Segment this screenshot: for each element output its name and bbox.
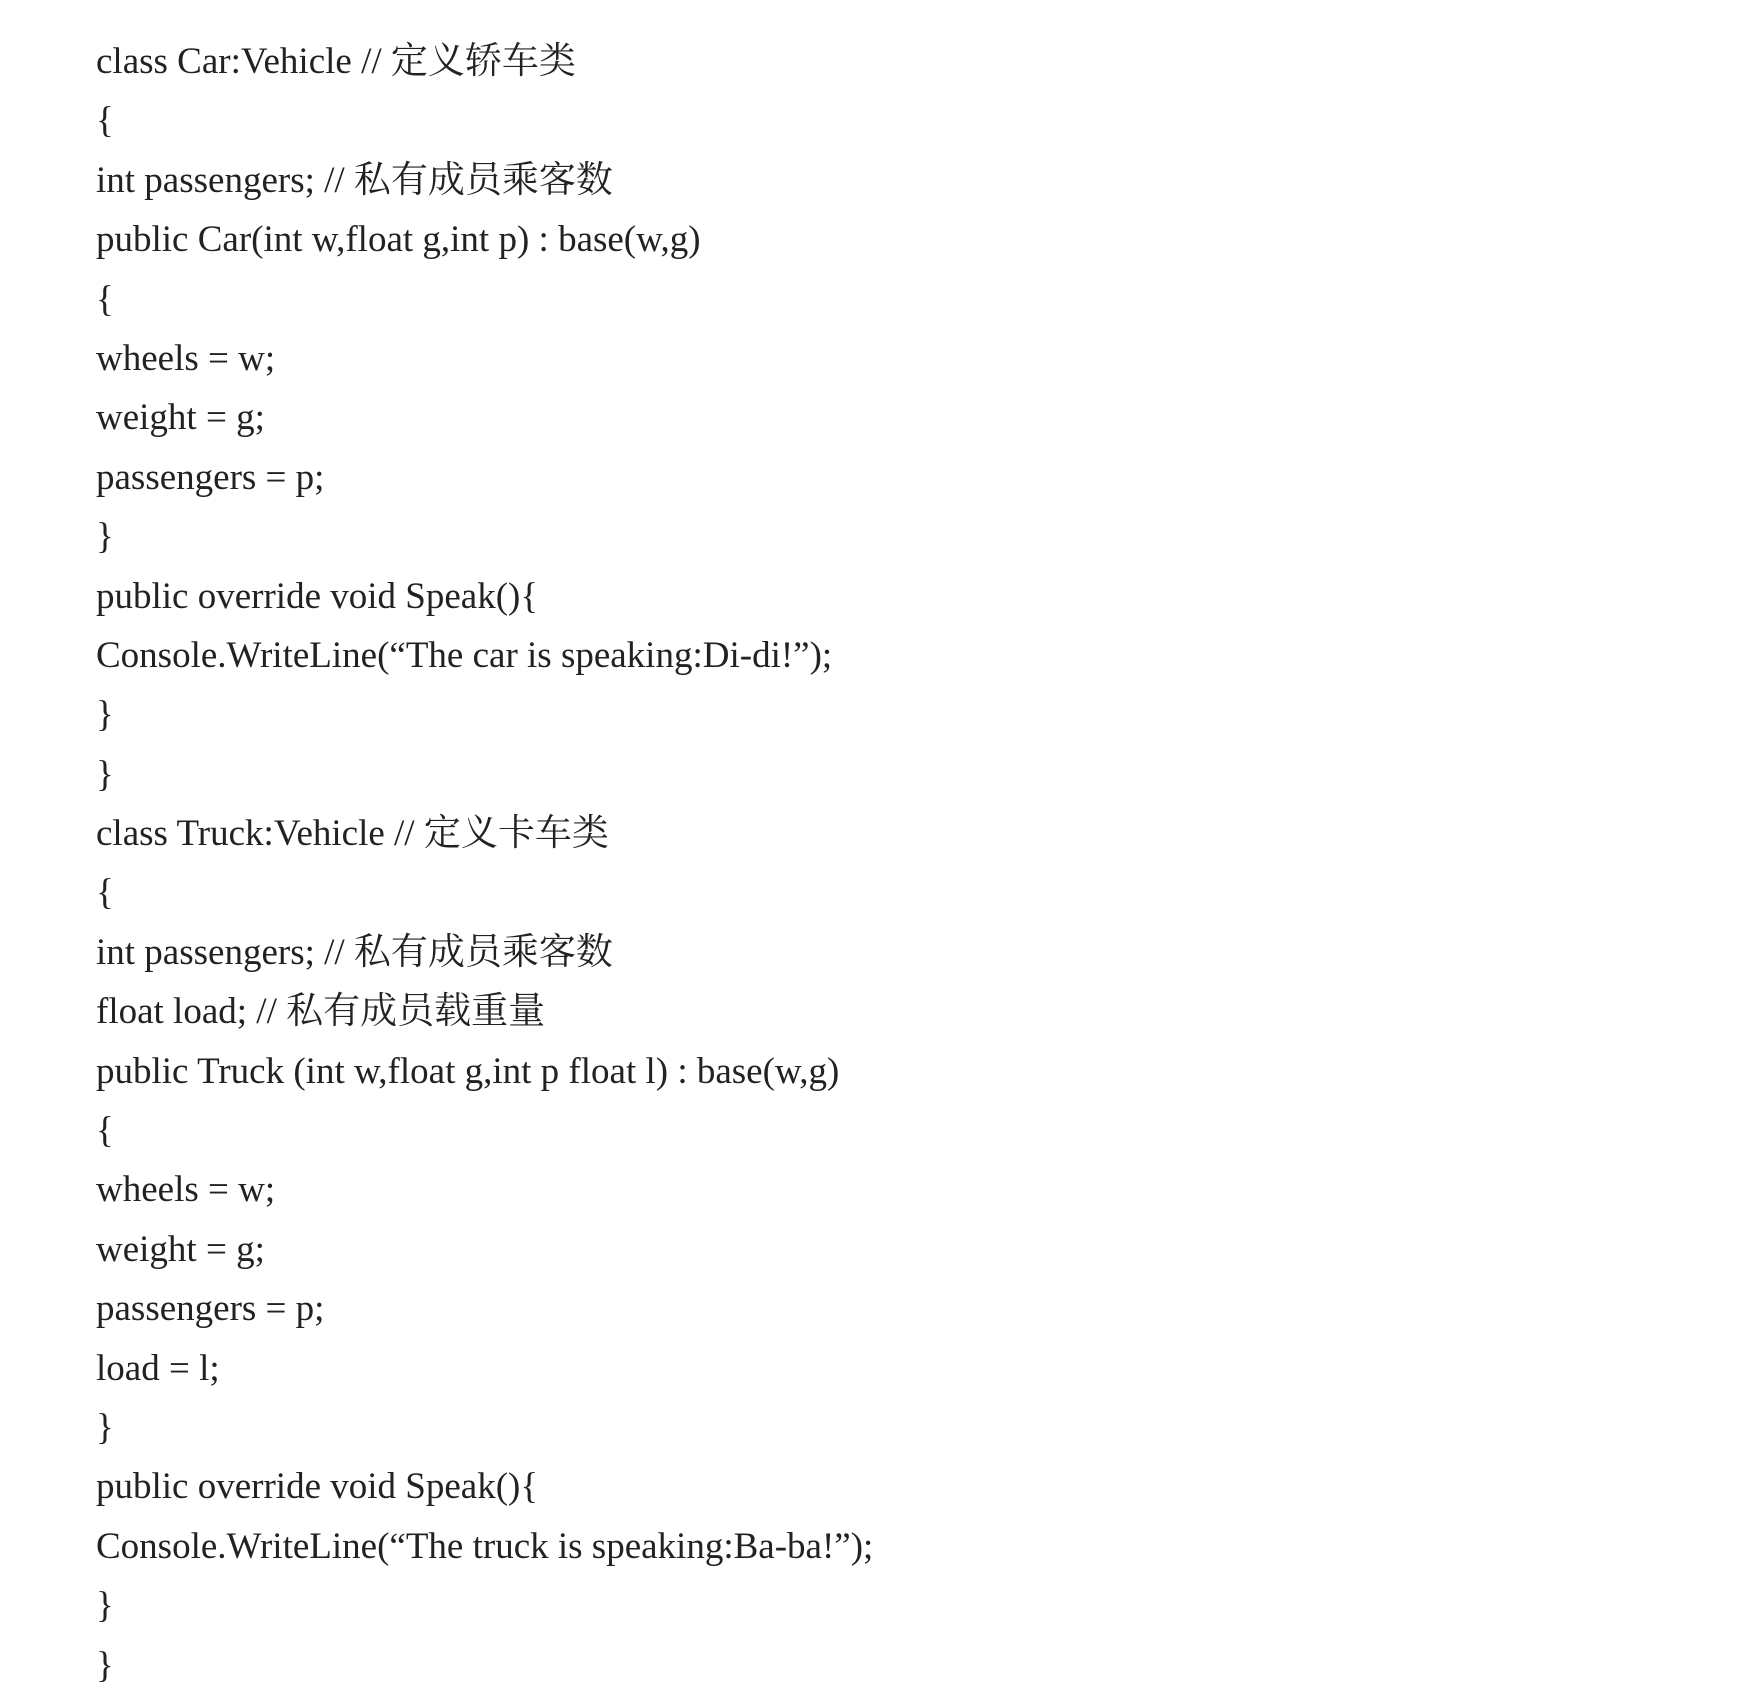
code-line: int passengers; // 私有成员乘客数 xyxy=(96,931,613,973)
code-line: passengers = p; xyxy=(96,456,325,498)
code-line: } xyxy=(96,1585,114,1627)
code-line: } xyxy=(96,516,114,558)
code-line: { xyxy=(96,1110,114,1152)
code-line: wheels = w; xyxy=(96,1169,276,1211)
code-line: Console.WriteLine(“The car is speaking:Di-di!”); xyxy=(96,634,833,676)
code-line: public override void Speak(){ xyxy=(96,575,539,617)
code-line: } xyxy=(96,1644,114,1686)
code-line: { xyxy=(96,872,114,914)
code-line: passengers = p; xyxy=(96,1288,325,1330)
code-line: load = l; xyxy=(96,1347,220,1389)
code-line: } xyxy=(96,694,114,736)
code-line: { xyxy=(96,278,114,320)
code-line: Console.WriteLine(“The truck is speaking:Ba-ba!”); xyxy=(96,1525,874,1567)
code-line: public Truck (int w,float g,int p float l) : base(w,g) xyxy=(96,1050,840,1092)
code-line: } xyxy=(96,1406,114,1448)
code-line: class Truck:Vehicle // 定义卡车类 xyxy=(96,813,609,855)
code-line: } xyxy=(96,753,114,795)
code-line: public Car(int w,float g,int p) : base(w,g) xyxy=(96,219,701,261)
code-line: float load; // 私有成员载重量 xyxy=(96,991,546,1033)
code-line: wheels = w; xyxy=(96,337,276,379)
code-listing xyxy=(96,32,1656,1695)
code-line: public override void Speak(){ xyxy=(96,1466,539,1508)
code-line: weight = g; xyxy=(96,1228,265,1270)
code-line: { xyxy=(96,100,114,142)
code-line: weight = g; xyxy=(96,397,265,439)
code-line: int passengers; // 私有成员乘客数 xyxy=(96,159,613,201)
code-line: class Car:Vehicle // 定义轿车类 xyxy=(96,41,576,82)
